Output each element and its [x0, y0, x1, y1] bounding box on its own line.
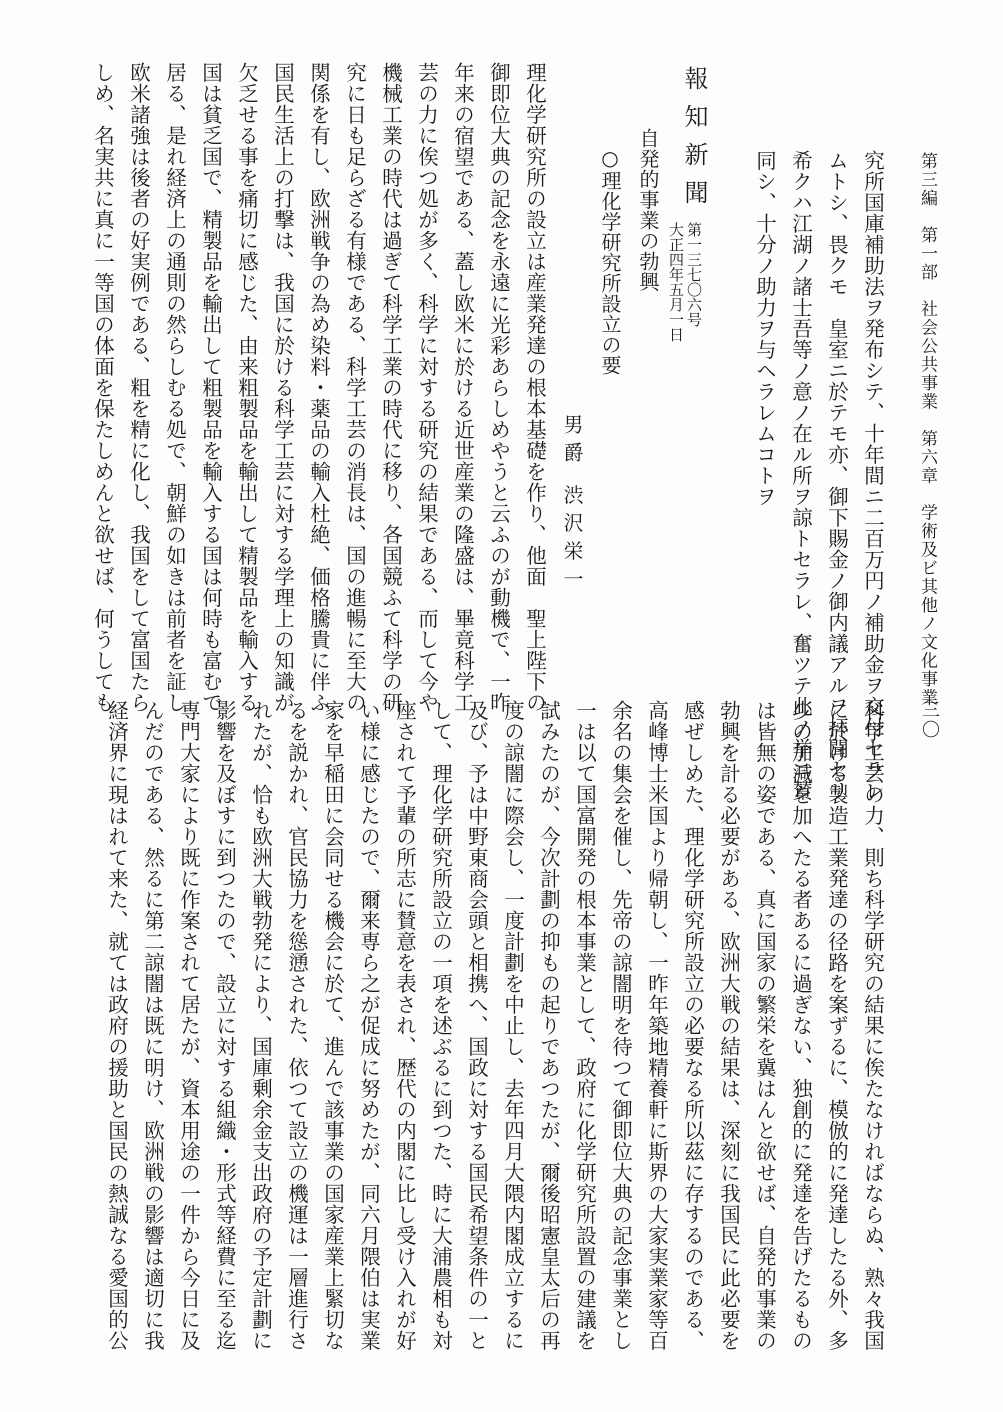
text-column: 御即位大典の記念を永遠に光彩あらしめやうと云ふのが動機で、一昨 — [486, 62, 511, 713]
text-column: 同シ、十分ノ助力ヲ与ヘラレムコトヲ — [752, 150, 777, 507]
text-column: 理化学研究所の設立は産業発達の根本基礎を作り、他面 聖上陛下の — [522, 62, 547, 713]
text-column: 居る、是れ経済上の通則の然らしむる処で、朝鮮の如きは前者を証し — [162, 62, 187, 713]
text-column: 究に日も足らざる有様である、科学工芸の消長は、国の進暢に至大の — [342, 62, 367, 713]
text-column: 国民生活上の打撃は、我国に於ける科学工芸に対する学理上の知識が — [270, 62, 295, 713]
text-column: に於ける製造工業発達の径路を案ずるに、模倣的に発達したる外、多 — [824, 700, 849, 1351]
text-column: 欠乏せる事を痛切に感じた、由来粗製品を輸出して精製品を輸入する — [234, 62, 259, 713]
text-column: 年来の宿望である、蓋し欧米に於ける近世産業の隆盛は、畢竟科学工 — [450, 62, 475, 713]
text-column: 少の加減を加へたる者あるに過ぎない、独創的に発達を告げたるもの — [788, 700, 813, 1351]
text-column: 勃興を計る必要がある、欧洲大戦の結果は、深刻に我国民に此必要を — [716, 700, 741, 1351]
text-column: 及び、予は中野東商会頭と相携へ、国政に対する国民希望条件の一と — [464, 700, 489, 1351]
text-column: 余名の集会を催し、先帝の諒闇明を待つて御即位大典の記念事業とし — [608, 700, 633, 1351]
text-column: 科学工芸の力、則ち科学研究の結果に俟たなければならぬ、熟々我国 — [860, 700, 885, 1351]
text-column: 座されて予輩の所志に賛意を表され、歴代の内閣に比し受け入れが好 — [392, 700, 417, 1351]
text-column: 芸の力に俟つ処が多く、科学に対する研究の結果である、而して今や — [414, 62, 439, 713]
text-column: んだのである、然るに第二諒闇は既に明け、欧洲戦の影響は適切に我 — [140, 700, 165, 1351]
text-column: 感ぜしめた、理化学研究所設立の必要なる所以茲に存するのである、 — [680, 700, 705, 1351]
text-column: れたが、恰も欧洲大戦勃発により、国庫剰余金支出政府の予定計劃に — [248, 700, 273, 1351]
running-header: 第三編 第一部 社会公共事業 第六章 学術及ビ其他ノ文化事業 — [917, 152, 937, 707]
text-column: 経済界に現はれて来た、就ては政府の援助と国民の熱誠なる愛国的公 — [104, 700, 129, 1351]
text-column: 究所国庫補助法ヲ発布シテ、十年間ニ二百万円ノ補助金ヲ交付セラレ — [860, 150, 885, 801]
article-author: 男爵 渋沢栄一 — [560, 414, 584, 597]
text-column: ムトシ、畏クモ 皇室ニ於テモ亦、御下賜金ノ御内議アルヲ拝聞セリ — [824, 150, 849, 801]
newspaper-name: 報知新聞 — [680, 66, 708, 218]
text-column: 影響を及ぼすに到つたので、設立に対する組織・形式等経費に至る迄 — [212, 700, 237, 1351]
text-column: しめ、名実共に真に一等国の体面を保たしめんと欲せば、何うしても — [90, 62, 115, 713]
issue-number: 第一三七〇六号 — [685, 222, 703, 327]
text-column: い様に感じたので、爾来専ら之が促成に努めたが、同六月隈伯は実業 — [356, 700, 381, 1351]
text-column: 家を早稲田に会同せる機会に於て、進んで該事業の国家産業上緊切な — [320, 700, 345, 1351]
text-column: 高峰博士米国より帰朝し、一昨年築地精養軒に斯界の大家実業家等百 — [644, 700, 669, 1351]
issue-date: 大正四年五月一日 — [667, 222, 685, 342]
text-column: 度の諒闇に際会し、一度計劃を中止し、去年四月大隈内閣成立するに — [500, 700, 525, 1351]
article-subheadline: ○理化学研究所設立の要 — [598, 146, 622, 376]
text-column: 機械工業の時代は過ぎて科学工業の時代に移り、各国競ふて科学の研 — [378, 62, 403, 713]
text-column: 欧米諸強は後者の好実例である、粗を精に化し、我国をして富国たら — [126, 62, 151, 713]
text-column: 専門大家により既に作案されて居たが、資本用途の一件から今日に及 — [176, 700, 201, 1351]
text-column: 国は貧乏国で、精製品を輸出して粗製品を輸入する国は何時も富むで — [198, 62, 223, 713]
text-column: 関係を有し、欧洲戦争の為め染料・薬品の輸入杜絶、価格騰貴に伴ふ — [306, 62, 331, 713]
text-column: して、理化学研究所設立の一項を述ぶるに到つた、時に大浦農相も対 — [428, 700, 453, 1351]
page-number: 三〇 — [919, 700, 940, 740]
article-headline: 自発的事業の勃興 — [636, 128, 660, 292]
text-column: 試みたのが、今次計劃の抑もの起りであつたが、爾後昭憲皇太后の再 — [536, 700, 561, 1351]
text-column: 希クハ江湖ノ諸士吾等ノ意ノ在ル所ヲ諒トセラレ、奮ツテ此ノ挙ニ賛 — [788, 150, 813, 801]
text-column: 一は以て国富開発の根本事業として、政府に化学研究所設置の建議を — [572, 700, 597, 1351]
text-column: は皆無の姿である、真に国家の繁栄を冀はんと欲せば、自発的事業の — [752, 700, 777, 1351]
text-column: るを説かれ、官民協力を慫慂された、依つて設立の機運は一層進行さ — [284, 700, 309, 1351]
